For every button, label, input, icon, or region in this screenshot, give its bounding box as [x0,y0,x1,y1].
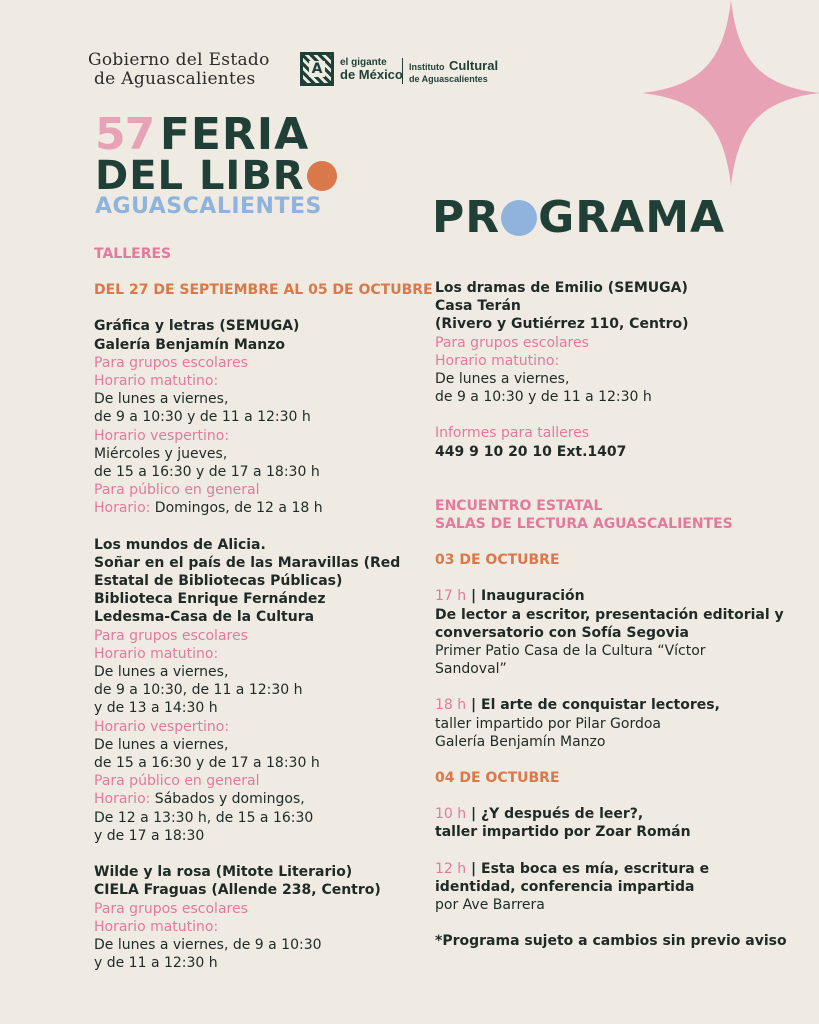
e3-title-1: | ¿Y después de leer?, [466,806,644,823]
w1-group: Para grupos escolares [94,354,248,371]
e1-sep: | [466,588,482,605]
w3-place: CIELA Fraguas (Allende 238, Centro) [94,882,381,899]
w2-title-5: Ledesma-Casa de la Cultura [94,609,315,626]
programa-title [432,192,726,243]
del-libro-text: DEL LIBR [95,153,305,199]
w3-morning-label: Horario matutino: [94,918,219,935]
w4-morning-label: Horario matutino: [435,352,560,369]
w3-group: Para grupos escolares [94,900,248,917]
instituto-cultural-logo [402,58,498,84]
w2-hours-2: De 12 a 13:30 h, de 15 a 16:30 [94,809,314,826]
right-column [435,279,787,950]
orange-circle-icon [307,161,337,191]
w3-morning-2: y de 11 a 12:30 h [94,955,218,972]
w4-morning-2: de 9 a 10:30 y de 11 a 12:30 h [435,389,652,406]
w1-evening-label: Horario vespertino: [94,427,230,444]
programa-pre: PR [432,192,501,243]
w2-title-3: Estatal de Bibliotecas Públicas) [94,573,343,590]
e1-place-1: Primer Patio Casa de la Cultura “Víctor [435,643,706,660]
gobierno-line2: de Aguascalientes [94,69,256,89]
w4-morning-1: De lunes a viernes, [435,371,570,388]
instituto-line1: Instituto [409,62,445,72]
w2-title-2: Soñar en el país de las Maravillas (Red [94,554,401,571]
gigante-a-icon: A [300,52,334,86]
gigante-line1: el gigante [340,56,387,68]
date-03-octubre: 03 DE OCTUBRE [435,552,560,569]
gobierno-line1: Gobierno del Estado [88,50,270,70]
w2-title-1: Los mundos de Alicia. [94,536,266,553]
gigante-logo [300,52,403,86]
w2-morning-label: Horario matutino: [94,645,219,662]
w2-title-4: Biblioteca Enrique Fernández [94,591,326,608]
w2-evening-label: Horario vespertino: [94,718,230,735]
w4-group: Para grupos escolares [435,334,589,351]
info-label: Informes para talleres [435,425,590,442]
w2-hours-1: Sábados y domingos, [150,791,305,808]
e3-title-2: taller impartido por Zoar Román [435,824,691,841]
w2-hours-3: y de 17 a 18:30 [94,827,205,844]
w1-title: Gráfica y letras (SEMUGA) [94,318,300,335]
disclaimer-note: *Programa sujeto a cambios sin previo aviso [435,933,787,950]
encuentro-line2: SALAS DE LECTURA AGUASCALIENTES [435,516,733,533]
e2-title-2: taller impartido por Pilar Gordoa [435,715,662,732]
w1-hours-label: Horario: [94,500,151,517]
e1-title-2: De lector a escritor, presentación editorial y [435,606,784,623]
left-column [94,245,433,972]
e4-title-3: por Ave Barrera [435,897,545,914]
w4-title: Los dramas de Emilio (SEMUGA) [435,280,688,296]
instituto-line3: de Aguascalientes [409,73,488,84]
e1-title-1: Inauguración [481,588,585,605]
w1-evening-1: Miércoles y jueves, [94,445,228,462]
e1-place-2: Sandoval” [435,661,507,678]
e2-time: 18 h [435,697,467,714]
star-icon [642,0,819,186]
e3-time: 10 h [435,806,467,823]
e4-title-2: identidad, conferencia impartida [435,878,695,895]
w1-morning-1: De lunes a viernes, [94,391,229,408]
section-talleres: TALLERES [94,246,172,262]
programa-post: GRAMA [538,192,726,243]
feria-word: FERIA [159,109,310,160]
gobierno-logo [88,52,270,88]
w2-morning-1: De lunes a viernes, [94,664,229,681]
w2-hours-label: Horario: [94,791,151,808]
w1-public: Para público en general [94,482,260,499]
w1-evening-2: de 15 a 16:30 y de 17 a 18:30 h [94,464,320,481]
w3-morning-1: De lunes a viernes, de 9 a 10:30 [94,936,322,953]
info-phone: 449 9 10 20 10 Ext.1407 [435,443,627,460]
instituto-line2: Cultural [448,58,499,73]
aguascalientes-title: AGUASCALIENTES [95,194,322,219]
w3-title: Wilde y la rosa (Mitote Literario) [94,864,353,881]
w1-place: Galería Benjamín Manzo [94,336,285,353]
w1-hours: Domingos, de 12 a 18 h [150,500,323,517]
e2-place: Galería Benjamín Manzo [435,733,606,750]
e1-title-3: conversatorio con Sofía Segovia [435,624,689,641]
encuentro-line1: ENCUENTRO ESTATAL [435,497,603,514]
w2-evening-1: De lunes a viernes, [94,736,229,753]
e1-time: 17 h [435,588,467,605]
e4-time: 12 h [435,860,467,877]
w1-morning-label: Horario matutino: [94,373,219,390]
feria-title [95,109,310,160]
w2-group: Para grupos escolares [94,627,248,644]
w1-morning-2: de 9 a 10:30 y de 11 a 12:30 h [94,409,311,426]
del-libro-title [95,153,337,199]
w2-morning-3: y de 13 a 14:30 h [94,700,218,717]
e4-title-1: | Esta boca es mía, escritura e [466,860,710,877]
w2-morning-2: de 9 a 10:30, de 11 a 12:30 h [94,682,303,699]
w4-place-1: Casa Terán [435,298,521,315]
w2-evening-2: de 15 a 16:30 y de 17 a 18:30 h [94,755,320,772]
e2-title-1: | El arte de conquistar lectores, [466,697,720,714]
edition-number: 57 [95,109,155,160]
gigante-line2: de México [340,66,403,82]
w4-place-2: (Rivero y Gutiérrez 110, Centro) [435,316,689,333]
blue-circle-icon [501,200,537,236]
date-04-octubre: 04 DE OCTUBRE [435,770,560,787]
w2-public: Para público en general [94,773,260,790]
talleres-dates: DEL 27 DE SEPTIEMBRE AL 05 DE OCTUBRE [94,282,433,299]
